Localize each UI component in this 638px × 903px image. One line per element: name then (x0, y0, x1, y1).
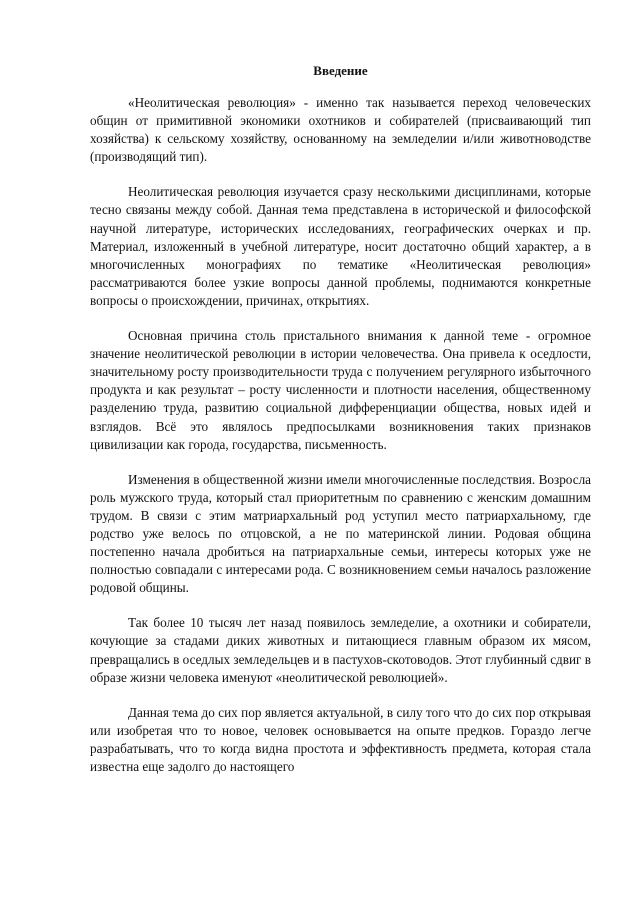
document-title: Введение (313, 63, 368, 78)
paragraph-1: «Неолитическая революция» - именно так называется переход человеческих общин от примитивной экономики охотников и собирателей (присваивающий тип хозяйства) к сельскому хозяйству, основанному на земледелии и/или животноводстве (производящий тип). (90, 95, 591, 165)
document-page (90, 62, 591, 793)
paragraph-2: Неолитическая революция изучается сразу несколькими дисциплинами, которые тесно связаны между собой. Данная тема представлена в исторической и философской научной литературе, исторических исследованиях, географических очерках и пр. Материал, изложенный в учебной литературе, носит достаточно общий характер, а в многочисленных монографиях по тематике «Неолитическая революция» рассматриваются более узкие вопросы данной проблемы, поднимаются конкретные вопросы о происхождении, причинах, открытиях. (90, 184, 591, 308)
paragraph-3: Основная причина столь пристального внимания к данной теме - огромное значение неолитической революции в истории человечества. Она привела к оседлости, значительному росту производительности труда с получением регулярного избыточного продукта и как результат – росту численности и плотности населения, общественному разделению труда, развитию социальной дифференциации общества, новых идей и взглядов. Всё это являлось предпосылками возникновения таких признаков цивилизации как города, государства, письменность. (90, 328, 591, 452)
paragraph-6: Данная тема до сих пор является актуальной, в силу того что до сих пор открывая или изобретая что то новое, человек основывается на опыте предков. Гораздо легче разрабатывать, что то когда видна простота и эффективность предмета, которая стала известна еще задолго до настоящего (90, 704, 591, 774)
paragraph-4: Изменения в общественной жизни имели многочисленные последствия. Возросла роль мужского труда, который стал приоритетным по сравнению с женским домашним трудом. В связи с этим матриархальный род уступил место патриархальному, где родство уже велось по отцовской, а не по материнской линии. Родовая община постепенно начала дробиться на патриархальные семьи, интересы которых уже не полностью совпадали с интересами рода. С возникновением семьи началось разложение родовой общины. (90, 471, 591, 596)
paragraph-5: Так более 10 тысяч лет назад появилось земледелие, а охотники и собиратели, кочующие за стадами диких животных и питающиеся главным образом их мясом, превращались в оседлых земледельцев и в пастухов-скотоводов. Этот глубинный сдвиг в образе жизни человека именуют «неолитической революцией». (90, 615, 591, 685)
